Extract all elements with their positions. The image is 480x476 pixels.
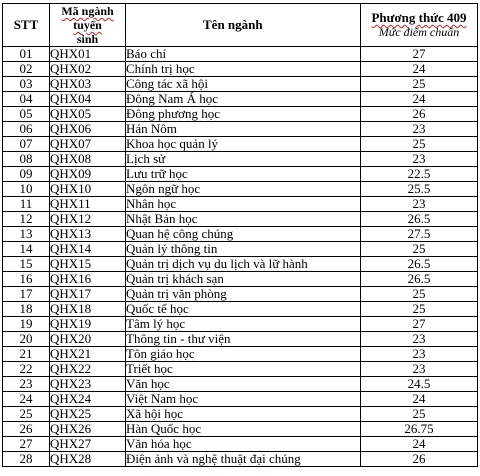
table-row	[3, 92, 478, 107]
row-score: 27.5	[361, 227, 478, 242]
row-stt: 10	[3, 182, 50, 197]
row-major-code: QHX11	[50, 197, 126, 212]
header-stt: STT	[3, 4, 50, 47]
row-major-name-text: Đông phương học	[126, 106, 221, 121]
row-major-name-text: Ngôn ngữ học	[126, 181, 201, 196]
header-code-line3: sinh	[76, 32, 99, 46]
row-major-name	[126, 377, 361, 392]
row-major-name-text: Thông tin - thư viện	[126, 331, 231, 346]
row-major-name	[126, 92, 361, 107]
row-score: 25.5	[361, 182, 478, 197]
row-stt: 14	[3, 242, 50, 257]
row-major-code: QHX19	[50, 317, 126, 332]
table-row	[3, 212, 478, 227]
row-major-name-text: Quản lý thông tin	[126, 241, 218, 256]
row-score: 25	[361, 137, 478, 152]
row-score: 24	[361, 437, 478, 452]
row-major-name	[126, 77, 361, 92]
table-row	[3, 287, 478, 302]
row-score: 26.5	[361, 212, 478, 227]
table-row	[3, 227, 478, 242]
row-major-name-text: Hán Nôm	[126, 121, 177, 136]
row-stt: 04	[3, 92, 50, 107]
row-major-name-text: Điện ảnh và nghệ thuật đại chúng	[126, 451, 301, 466]
table-row	[3, 437, 478, 452]
row-major-name-text: Quản trị văn phòng	[126, 286, 227, 301]
row-major-name-text: Đông Nam Á học	[126, 91, 219, 106]
header-score-method: Phương thức 409	[371, 10, 467, 25]
row-score: 26	[361, 107, 478, 122]
row-major-name-text: Khoa học quản lý	[126, 136, 219, 151]
row-score: 22.5	[361, 167, 478, 182]
row-major-name-text: Việt Nam học	[126, 391, 199, 406]
row-major-name	[126, 452, 361, 467]
table-row	[3, 137, 478, 152]
row-score: 25	[361, 287, 478, 302]
table-row	[3, 272, 478, 287]
row-major-name	[126, 362, 361, 377]
row-major-name	[126, 302, 361, 317]
row-score: 27	[361, 47, 478, 62]
row-score: 25	[361, 407, 478, 422]
header-code-line1: Mã ngành	[61, 4, 114, 18]
row-score: 24	[361, 92, 478, 107]
row-stt: 18	[3, 302, 50, 317]
row-stt: 28	[3, 452, 50, 467]
row-major-name	[126, 152, 361, 167]
row-major-code: QHX21	[50, 347, 126, 362]
table-row	[3, 242, 478, 257]
row-stt: 15	[3, 257, 50, 272]
row-major-code: QHX05	[50, 107, 126, 122]
row-major-code: QHX15	[50, 257, 126, 272]
row-major-name-text: Văn học	[126, 376, 170, 391]
row-score: 26.5	[361, 272, 478, 287]
row-major-name	[126, 122, 361, 137]
table-row	[3, 317, 478, 332]
row-major-name-text: Triết học	[126, 361, 173, 376]
row-score: 23	[361, 152, 478, 167]
row-score: 27	[361, 317, 478, 332]
row-major-code: QHX13	[50, 227, 126, 242]
row-major-name-text: Quốc tế học	[126, 301, 189, 316]
table-row	[3, 47, 478, 62]
header-major-code	[50, 4, 126, 47]
row-stt: 12	[3, 212, 50, 227]
table-row	[3, 362, 478, 377]
row-major-code: QHX09	[50, 167, 126, 182]
row-score: 25	[361, 77, 478, 92]
row-major-name	[126, 62, 361, 77]
row-major-name-text: Chính trị học	[126, 61, 195, 76]
row-major-code: QHX02	[50, 62, 126, 77]
row-major-code: QHX25	[50, 407, 126, 422]
row-major-code: QHX03	[50, 77, 126, 92]
row-major-name	[126, 242, 361, 257]
row-major-code: QHX07	[50, 137, 126, 152]
row-major-name-text: Quản trị khách sạn	[126, 271, 224, 286]
row-major-code: QHX08	[50, 152, 126, 167]
row-stt: 05	[3, 107, 50, 122]
row-stt: 17	[3, 287, 50, 302]
row-score: 24.5	[361, 377, 478, 392]
table-row	[3, 332, 478, 347]
row-major-name	[126, 47, 361, 62]
row-score: 25	[361, 242, 478, 257]
row-stt: 27	[3, 437, 50, 452]
header-score-subtitle: Mức điểm chuẩn	[378, 25, 460, 39]
row-major-code: QHX17	[50, 287, 126, 302]
table-row	[3, 347, 478, 362]
row-major-name-text: Quan hệ công chúng	[126, 226, 234, 241]
row-major-code: QHX12	[50, 212, 126, 227]
row-major-name	[126, 347, 361, 362]
row-major-name-text: Báo chí	[126, 46, 167, 61]
table-row	[3, 257, 478, 272]
row-major-name-text: Nhật Bản học	[126, 211, 198, 226]
table-row	[3, 452, 478, 467]
row-major-name-text: Nhân học	[126, 196, 177, 211]
row-stt: 26	[3, 422, 50, 437]
table-row	[3, 422, 478, 437]
table-row	[3, 122, 478, 137]
row-major-name	[126, 392, 361, 407]
row-major-name	[126, 182, 361, 197]
row-major-name-text: Công tác xã hội	[126, 76, 208, 91]
table-body	[3, 47, 478, 467]
row-major-name-text: Lịch sử	[126, 151, 166, 166]
row-stt: 25	[3, 407, 50, 422]
row-score: 24	[361, 392, 478, 407]
table-row	[3, 197, 478, 212]
row-major-code: QHX28	[50, 452, 126, 467]
row-major-code: QHX27	[50, 437, 126, 452]
row-major-name	[126, 437, 361, 452]
table-row	[3, 407, 478, 422]
row-major-name-text: Lưu trữ học	[126, 166, 188, 181]
row-stt: 24	[3, 392, 50, 407]
row-score: 26.75	[361, 422, 478, 437]
row-stt: 01	[3, 47, 50, 62]
table-row	[3, 77, 478, 92]
row-score: 23	[361, 347, 478, 362]
row-score: 25	[361, 302, 478, 317]
table-row	[3, 152, 478, 167]
row-major-name	[126, 167, 361, 182]
row-major-name	[126, 107, 361, 122]
row-major-name	[126, 287, 361, 302]
table-row	[3, 182, 478, 197]
row-major-code: QHX18	[50, 302, 126, 317]
table-row	[3, 302, 478, 317]
row-major-name	[126, 137, 361, 152]
row-major-code: QHX06	[50, 122, 126, 137]
row-major-code: QHX23	[50, 377, 126, 392]
header-score	[361, 4, 478, 47]
row-major-name	[126, 407, 361, 422]
row-stt: 08	[3, 152, 50, 167]
row-major-code: QHX26	[50, 422, 126, 437]
row-stt: 23	[3, 377, 50, 392]
row-major-code: QHX24	[50, 392, 126, 407]
row-major-code: QHX22	[50, 362, 126, 377]
row-major-code: QHX10	[50, 182, 126, 197]
header-major-name: Tên ngành	[126, 4, 361, 47]
row-stt: 20	[3, 332, 50, 347]
row-major-code: QHX04	[50, 92, 126, 107]
row-major-name	[126, 422, 361, 437]
row-major-name	[126, 212, 361, 227]
header-code-line2: tuyển	[73, 18, 102, 32]
row-major-name	[126, 227, 361, 242]
row-stt: 11	[3, 197, 50, 212]
row-score: 24	[361, 62, 478, 77]
row-score: 23	[361, 197, 478, 212]
row-major-name	[126, 257, 361, 272]
row-score: 23	[361, 122, 478, 137]
admission-score-table	[2, 3, 478, 467]
row-stt: 19	[3, 317, 50, 332]
table-row	[3, 167, 478, 182]
row-major-name-text: Tâm lý học	[126, 316, 186, 331]
row-major-name	[126, 317, 361, 332]
row-score: 23	[361, 362, 478, 377]
row-stt: 21	[3, 347, 50, 362]
row-stt: 22	[3, 362, 50, 377]
row-stt: 02	[3, 62, 50, 77]
table-row	[3, 107, 478, 122]
row-stt: 16	[3, 272, 50, 287]
row-major-name	[126, 272, 361, 287]
row-major-name-text: Văn hóa học	[126, 436, 192, 451]
row-stt: 06	[3, 122, 50, 137]
header-row	[3, 4, 478, 47]
row-major-name	[126, 197, 361, 212]
row-stt: 09	[3, 167, 50, 182]
table-row	[3, 377, 478, 392]
row-major-name-text: Xã hội học	[126, 406, 184, 421]
row-major-name-text: Quản trị dịch vụ du lịch và lữ hành	[126, 256, 308, 271]
row-major-code: QHX14	[50, 242, 126, 257]
row-score: 26	[361, 452, 478, 467]
row-major-name	[126, 332, 361, 347]
row-major-code: QHX16	[50, 272, 126, 287]
row-major-name-text: Tôn giáo học	[126, 346, 195, 361]
row-major-name-text: Hàn Quốc học	[126, 421, 202, 436]
row-stt: 07	[3, 137, 50, 152]
row-major-code: QHX20	[50, 332, 126, 347]
row-major-code: QHX01	[50, 47, 126, 62]
row-score: 23	[361, 332, 478, 347]
row-score: 26.5	[361, 257, 478, 272]
table-row	[3, 62, 478, 77]
table-row	[3, 392, 478, 407]
table-header	[3, 4, 478, 47]
row-stt: 03	[3, 77, 50, 92]
row-stt: 13	[3, 227, 50, 242]
